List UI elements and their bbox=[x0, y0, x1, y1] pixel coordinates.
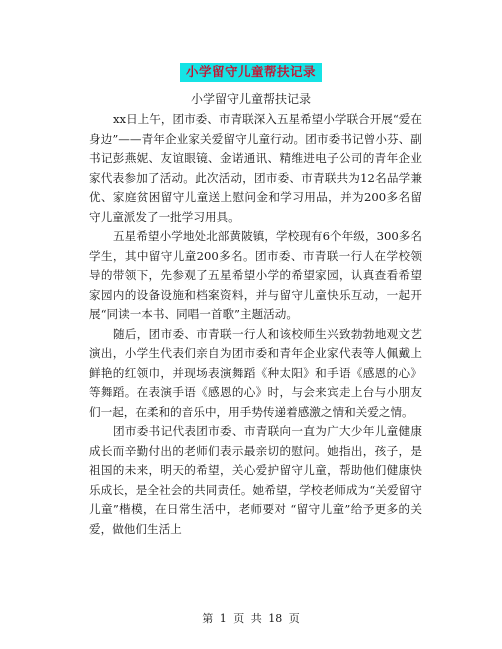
paragraph: xx日上午，团市委、市青联深入五星希望小学联合开展“爱在身边”——青年企业家关爱留守儿童行动。团市委书记曾小芬、副书记彭燕妮、友谊眼镜、金诺通讯、精维进电子公司的青年企业家代表参加了活动。此次活动，团市委、市青联共为12名品学兼优、家庭贫困留守儿童送上慰问金和学习用品，并为200多名留守儿童派发了一批学习用具。 bbox=[89, 112, 422, 224]
title-bar bbox=[0, 61, 502, 82]
document-body bbox=[89, 110, 422, 539]
document-subtitle: 小学留守儿童帮扶记录 bbox=[190, 92, 311, 106]
document-title: 小学留守儿童帮扶记录 bbox=[180, 63, 322, 82]
paragraph: 团市委书记代表团市委、市青联向一直为广大少年儿童健康成长而辛勤付出的老师们表示最亲切的慰问。她指出，孩子，是祖国的未来，明天的希望，关心爱护留守儿童，帮助他们健康快乐成长，是全社会的共同责任。她希望，学校老师成为“关爱留守儿童”楷模，在日常生活中，老师要对 “留守儿童”给予更多的关爱，做他们生活上 bbox=[89, 424, 422, 536]
page-number: 第 1 页 共 18 页 bbox=[202, 612, 300, 625]
paragraph: 随后，团市委、市青联一行人和该校师生兴致勃勃地观文艺演出，小学生代表们亲自为团市委和青年企业家代表等人佩戴上鲜艳的红领巾，并现场表演舞蹈《种太阳》和手语《感恩的心》等舞蹈。在表演手语《感恩的心》时，与会来宾走上台与小朋友们一起，在柔和的音乐中，用手势传递着感激之情和关爱之情。 bbox=[89, 326, 422, 419]
paragraph: 五星希望小学地处北部黄陂镇，学校现有6个年级，300多名学生，其中留守儿童200多名。团市委、市青联一行人在学校领导的带领下，先参观了五星希望小学的希望家园，认真查看希望家园内的设备设施和档案资料，并与留守儿童快乐互动，一起开展“同读一本书、同唱一首歌”主题活动。 bbox=[89, 229, 422, 321]
